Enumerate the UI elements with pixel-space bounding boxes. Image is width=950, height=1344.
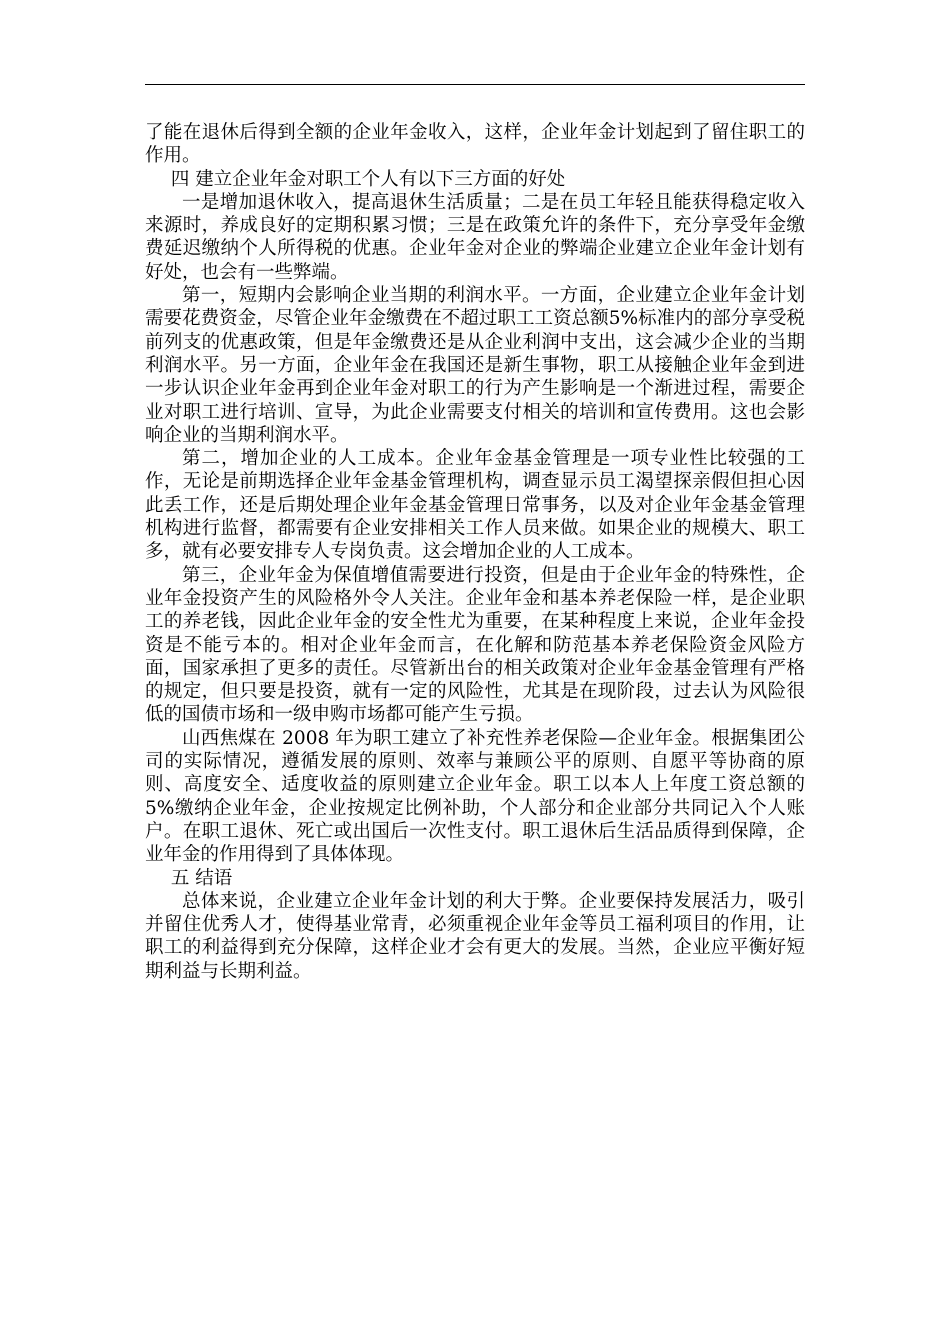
- section-heading-five: 五 结语: [170, 867, 233, 889]
- section-heading-four: 四 建立企业年金对职工个人有以下三方面的好处: [170, 168, 566, 190]
- paragraph-first-drawback: 第一，短期内会影响企业当期的利润水平。一方面，企业建立企业年金计划需要花费资金，尽管企业年金缴费在不超过职工工资总额5%标准内的部分享受税前列支的优惠政策，但是年金缴费还是从企业利润中支出，这会减少企业的当期利润水平。另一方面，企业年金在我国还是新生事物，职工从接触企业年金到进一步认识企业年金再到企业年金对职工的行为产生影响是一个渐进过程，需要企业对职工进行培训、宣导，为此企业需要支付相关的培训和宣传费用。这也会影响企业的当期利润水平。: [145, 285, 805, 446]
- paragraph-third-drawback: 第三，企业年金为保值增值需要进行投资，但是由于企业年金的特殊性，企业年金投资产生的风险格外令人关注。企业年金和基本养老保险一样，是企业职工的养老钱，因此企业年金的安全性尤为重要，在某种程度上来说，企业年金投资是不能亏本的。相对企业年金而言，在化解和防范基本养老保险资金风险方面，国家承担了更多的责任。尽管新出台的相关政策对企业年金基金管理有严格的规定，但只要是投资，就有一定的风险性，尤其是在现阶段，过去认为风险很低的国债市场和一级申购市场都可能产生亏损。: [145, 564, 805, 726]
- paragraph-benefits: 一是增加退休收入，提高退休生活质量；二是在员工年轻且能获得稳定收入来源时，养成良好的定期积累习惯；三是在政策允许的条件下，充分享受年金缴费延迟缴纳个人所得税的优惠。企业年金对企业的弊端企业建立企业年金计划有好处，也会有一些弊端。: [145, 191, 805, 283]
- paragraph-second-drawback: 第二，增加企业的人工成本。企业年金基金管理是一项专业性比较强的工作，无论是前期选择企业年金基金管理机构，调查显示员工渴望探亲假但担心因此丢工作，还是后期处理企业年金基金管理日常事务，以及对企业年金基金管理机构进行监督，都需要有企业安排相关工作人员来做。如果企业的规模大、职工多，就有必要安排专人专岗负责。这会增加企业的人工成本。: [145, 448, 805, 563]
- document-body: [145, 121, 805, 983]
- paragraph-conclusion: 总体来说，企业建立企业年金计划的利大于弊。企业要保持发展活力，吸引并留住优秀人才，使得基业常青，必须重视企业年金等员工福利项目的作用，让职工的利益得到充分保障，这样企业才会有更大的发展。当然，企业应平衡好短期利益与长期利益。: [145, 890, 805, 982]
- paragraph-continuation: 了能在退休后得到全额的企业年金收入，这样，企业年金计划起到了留住职工的作用。: [145, 122, 805, 167]
- paragraph-shanxi-case: 山西焦煤在 2008 年为职工建立了补充性养老保险—企业年金。根据集团公司的实际情况，遵循发展的原则、效率与兼顾公平的原则、自愿平等协商的原则、高度安全、适度收益的原则建立企业年金。职工以本人上年度工资总额的 5%缴纳企业年金，企业按规定比例补助，个人部分和企业部分共同记入个人账户。在职工退休、死亡或出国后一次性支付。职工退休后生活品质得到保障，企业年金的作用得到了具体体现。: [145, 727, 805, 866]
- header-rule: [145, 84, 805, 85]
